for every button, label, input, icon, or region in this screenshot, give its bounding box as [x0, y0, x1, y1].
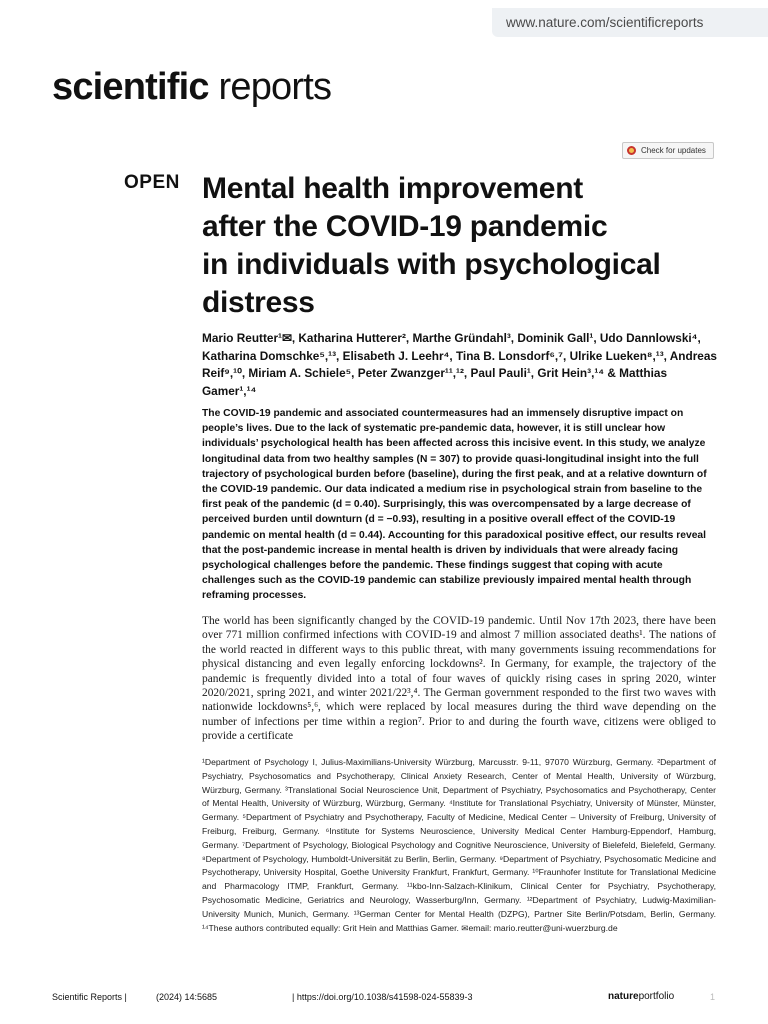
crossmark-icon [627, 146, 636, 155]
affiliations: ¹Department of Psychology I, Julius-Maximilians-University Würzburg, Marcusstr. 9-11, 97070 Würzburg, Germany. ²Department of Psychiatry, Psychosomatics and Psychotherapy, Clinical Anxiety Research, Center of Mental Health, University of Würzburg, Würzburg, Germany. ³Translational Social Neuroscience Unit, Department of Psychiatry, Psychosomatics and Psychotherapy, Center of Mental Health, University of Würzburg, Würzburg, Germany. ⁴Institute for Translational Psychiatry, University of Münster, Münster, Germany. ⁵Department of Psychiatry and Psychotherapy, Faculty of Medicine, Medical Center – University of Freiburg, University of Freiburg, Freiburg, Germany. ⁶Institute for Systems Neuroscience, University Medical Center Hamburg-Eppendorf, Hamburg, Germany. ⁷Department of Psychology, Biological Psychology and Cognitive Neuroscience, University of Bielefeld, Bielefeld, Germany. ⁸Department of Psychology, Humboldt-Universität zu Berlin, Berlin, Germany. ⁹Department of Psychiatry, Psychosomatic Medicine and Psychotherapy, University Hospital, Goethe University Frankfurt, Frankfurt, Germany. ¹⁰Fraunhofer Institute for Translational Medicine and Pharmacology ITMP, Frankfurt, Germany. ¹¹kbo-Inn-Salzach-Klinikum, Clinical Center for Psychiatry, Psychotherapy, Psychosomatic Medicine, Geriatrics and Neurology, Wasserburg/Inn, Germany. ¹²Department of Psychiatry, Ludwig-Maximilian-University Munich, Munich, Germany. ¹³German Center for Mental Health (DZPG), Partner Site Berlin/Potsdam, Berlin, Germany. ¹⁴These authors contributed equally: Grit Hein and Matthias Gamer. ✉email: mario.reutter@uni-wuerzburg.de [202, 757, 716, 933]
intro-paragraph: The world has been significantly changed by the COVID-19 pandemic. Until Nov 17th 2023, there have been over 771 million confirmed infections with COVID-19 and almost 7 million associated deaths¹. The nations of the world reacted in different ways to this public threat, with many governments issuing recommendations for physical distancing and even legally enforcing lockdowns². In Germany, for example, the trajectory of the pandemic is frequently divided into a total of four waves of quickly rising cases in spring 2020, winter 2020/2021, spring 2021, and winter 2021/22³,⁴. The German government responded to the first two waves with nationwide lockdowns⁵,⁶, which were replaced by local measures during the third wave depending on the number of infections per time within a region⁷. Prior to and during the fourth wave, citizens were obliged to provide a certificate [202, 615, 716, 743]
page-footer [52, 990, 722, 1004]
footer-doi-link[interactable]: | https://doi.org/10.1038/s41598-024-55839-3 [292, 992, 473, 1002]
masthead-bold: scientific [52, 66, 209, 108]
open-access-label: OPEN [124, 172, 180, 193]
author-list: Mario Reutter¹✉, Katharina Hutterer², Marthe Gründahl³, Dominik Gall¹, Udo Dannlowski⁴, Katharina Domschke⁵,¹³, Elisabeth J. Leehr⁴, Tina B. Lonsdorf⁶,⁷, Ulrike Lueken⁸,¹³, Andreas Reif⁹,¹⁰, Miriam A. Schiele⁵, Peter Zwanzger¹¹,¹², Paul Pauli¹, Grit Hein³,¹⁴ & Matthias Gamer¹,¹⁴ [202, 331, 717, 398]
journal-url[interactable]: www.nature.com/scientificreports [492, 8, 768, 37]
masthead-light: reports [218, 66, 332, 108]
article-title [202, 170, 722, 322]
title-line: Mental health improvement [202, 172, 583, 205]
check-updates-label: Check for updates [641, 146, 706, 155]
title-line: distress [202, 286, 315, 319]
abstract: The COVID-19 pandemic and associated countermeasures had an immensely disruptive impact on people’s lives. Due to the lack of systematic pre-pandemic data, however, it is still unclear how individuals’ psychological health has been affected across this incisive event. In this study, we analyze longitudinal data from two healthy samples (N = 307) to provide quasi-longitudinal insight into the full trajectory of psychological burden before (baseline), during the first peak, and at a relative downturn of the COVID-19 pandemic. Our data indicated a medium rise in psychological strain from baseline to the first peak of the pandemic (d = 0.40). Surprisingly, this was overcompensated by a large decrease of perceived burden until downturn (d = −0.93), resulting in a positive overall effect of the COVID-19 pandemic on mental health (d = 0.44). Accounting for this paradoxical positive effect, our results reveal that the post-pandemic increase in mental health is driven by individuals that were already facing psychological challenges before the pandemic. These findings suggest that coping with acute challenges such as the COVID-19 pandemic can stabilize previously impaired mental health through reframing processes. [202, 408, 707, 602]
page-number: 1 [710, 992, 716, 1002]
title-line: in individuals with psychological [202, 248, 661, 281]
journal-masthead [52, 66, 331, 109]
footer-volume: (2024) 14:5685 [156, 992, 218, 1002]
publisher-logo [608, 990, 674, 1004]
title-line: after the COVID-19 pandemic [202, 210, 608, 243]
footer-journal: Scientific Reports | [52, 992, 127, 1002]
check-for-updates-button[interactable] [622, 142, 714, 159]
publisher-bold: nature [608, 991, 639, 1002]
publisher-light: portfolio [638, 991, 675, 1002]
